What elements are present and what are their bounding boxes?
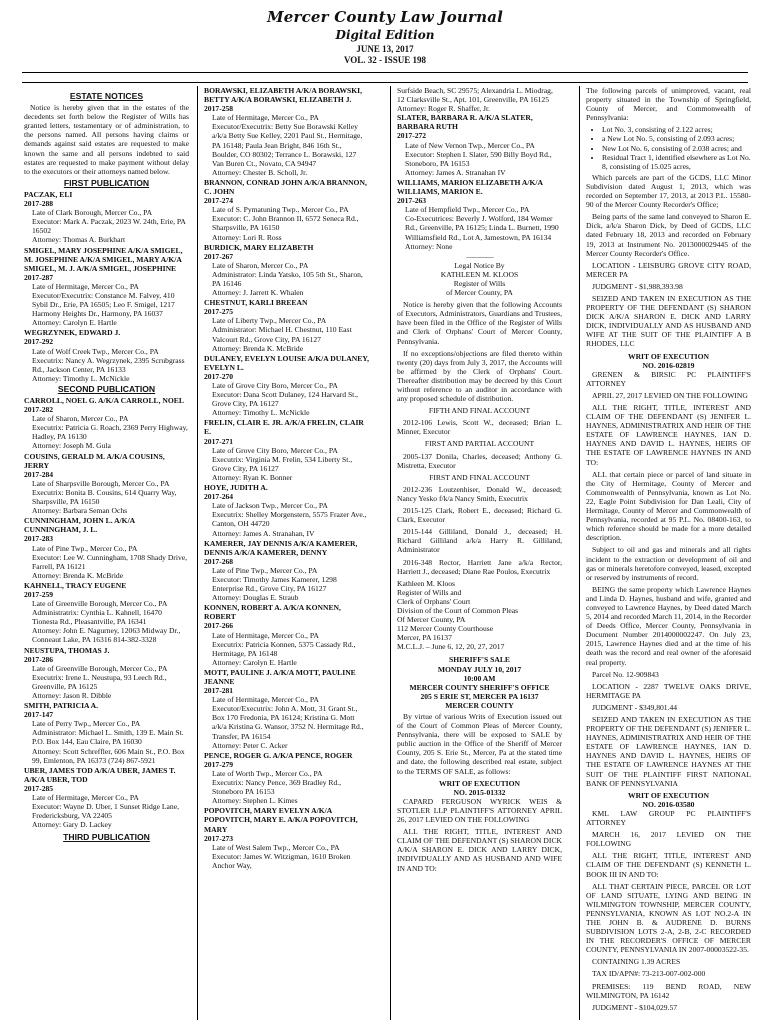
estate-number: 2017-267: [204, 251, 234, 261]
decedent-name: CARROLL, NOEL G. A/K/A CARROLL, NOEL: [24, 396, 184, 405]
decedent-name: CHESTNUT, KARLI BREEAN: [204, 298, 308, 308]
estate-number: 2017-258: [204, 104, 234, 114]
estate-entry: [24, 246, 189, 328]
estate-notices-heading: ESTATE NOTICES: [69, 91, 144, 101]
decedent-name: SLATER, BARBARA R. A/K/A SLATER, BARBARA RUTH: [397, 113, 533, 132]
writ-paragraph: Parcel No. 12-909843: [592, 669, 659, 679]
legal-notice-line: of Mercer County, PA: [446, 288, 513, 298]
writ-paragraph: JUDGMENT - $349,801.44: [592, 702, 678, 712]
writ-paragraph: ALL THE RIGHT, TITLE, INTEREST AND CLAIM OF THE DEFENDANT (S) JENIFER L. HAYNES, ADMINISTRATRIX AND HEIR OF THE ESTATE OF LAWRENCE HAYNES, IAN D. HAYNES AND DAVID L. HAYNES, HEIRS OF THE ESTATE OF LAWRENCE HAYNES IN AND TO:: [586, 403, 751, 467]
estate-detail: Attorney: Douglas E. Straub: [212, 593, 299, 603]
estate-detail: Executrix: Virginia M. Frelin, 534 Liberty St., Grove City, PA 16127: [212, 454, 353, 473]
estate-detail: Executor: Wayne D. Uber, 1 Sunset Ridge Lane, Fredericksburg, VA 22405: [32, 802, 179, 821]
estate-detail: Surfside Beach, SC 29575; Alexandria L. Miodrag, 12 Clarksville St., Apt. 101, Greenville, PA 16125: [397, 86, 553, 105]
column-2: [204, 86, 369, 1022]
estate-entry: [204, 751, 369, 806]
decedent-name: BORAWSKI, ELIZABETH A/K/A BORAWSKI, BETTY A/K/A BORAWSKI, ELIZABETH J.: [204, 86, 363, 105]
estate-detail: Late of Wolf Creek Twp., Mercer Co., PA: [32, 346, 159, 356]
fifth-final-item: 2012-106 Lewis, Scott W., deceased; Brian L. Minner, Executor: [397, 418, 562, 437]
estate-detail: Executor/Executrix: Betty Sue Borawski Kelley a/k/a Betty Sue Kelley, 2201 Paul St., Hermitage, PA 16148; Paula Jean Bright, 846 16th St., Boulder, CO 80302; Terrance L. Borawski, 127 Van Buren Ct., Novato, CA 94947: [212, 122, 363, 168]
estate-detail: Late of Hermitage, Mercer Co., PA: [32, 793, 139, 803]
register-signature: [397, 579, 562, 652]
estate-detail: Late of Sharon, Mercer Co., PA: [32, 414, 129, 424]
estate-detail: Late of West Salem Twp., Mercer Co., PA: [212, 842, 340, 852]
estate-entry: [204, 603, 369, 667]
estate-entry: [24, 646, 189, 701]
estate-number: 2017-292: [24, 337, 54, 347]
estate-detail: Executrix: Bonita B. Cousins, 614 Quarry Way, Sharpsville, PA 16150: [32, 487, 177, 507]
sale-paragraph: SEIZED AND TAKEN IN EXECUTION AS THE PROPERTY OF THE DEFENDANT (S) SHARON DICK A/K/A SHARON E. DICK AND LARRY DICK, INDIVIDUALLY AND AS HUSBAND AND WIFE AT THE SUIT OF THE PLAINTIFF A B RHODES, LLC: [586, 293, 751, 349]
estate-detail: Late of Hermitage, Mercer Co., PA: [212, 113, 319, 123]
journal-title: Mercer County Law Journal: [266, 8, 504, 26]
masthead: [0, 8, 770, 65]
estate-list: [204, 86, 369, 870]
estate-number: 2017-147: [24, 710, 54, 720]
estate-entry: [24, 452, 189, 516]
writ-claim: ALL THE RIGHT, TITLE, INTEREST AND CLAIM OF THE DEFENDANT (S) SHARON DICK A/K/A SHARON E. DICK AND LARRY DICK, INDIVIDUALLY AND AS HUSBAND AND WIFE IN AND TO:: [397, 827, 562, 873]
estate-list: [24, 190, 189, 383]
top-rule: [22, 72, 748, 73]
estate-detail: Late of Jackson Twp., Mercer Co., PA: [212, 501, 328, 511]
sheriff-sale-heading: [397, 655, 562, 710]
signature-line: M.C.L.J. – June 6, 12, 20, 27, 2017: [397, 642, 505, 652]
estate-detail: Late of Pine Twp., Mercer Co., PA: [32, 543, 138, 553]
estate-detail: Attorney: Joseph M. Gula: [32, 441, 111, 451]
estate-number: 2017-282: [24, 405, 54, 415]
estate-detail: Executor/Executrix: Constance M. Falvey, 410 Sybil Dr., Erie, PA 16505; Leo F. Smigel, 1217 Harmony Heights Dr., Harmony, PA 16037: [32, 290, 175, 319]
lot-item: • a New Lot No. 5, consisting of 2.093 acres;: [602, 134, 751, 143]
final-account-item: 2016-348 Rector, Harriett Jane a/k/a Rector, Harriett J., deceased; Diane Rae Poulos, Executrix: [397, 557, 562, 576]
writ-paragraph: KML LAW GROUP PC PLAINTIFF'S ATTORNEY: [586, 808, 751, 828]
estate-detail: Attorney: Lori R. Ross: [212, 232, 282, 242]
sheriff-line: 205 S ERIE ST, MERCER PA 16137: [420, 691, 539, 701]
estate-entry: [204, 539, 369, 603]
estate-entry: [204, 86, 369, 177]
estate-entry: [397, 178, 562, 251]
final-account-list: [397, 485, 562, 576]
writ-heading: [586, 352, 751, 370]
estate-detail: Attorney: James A. Stranahan IV: [405, 167, 506, 177]
parcels-intro: The following parcels of unimproved, vacant, real property situated in the Township of Springfield, County of Mercer, and Commonwealth of Pennsylvania:: [586, 86, 751, 123]
first-publication-heading: FIRST PUBLICATION: [63, 177, 150, 188]
estate-entry: [397, 113, 562, 177]
estate-detail: Administrator: Michael L. Smith, 139 E. Main St. P.O. Box 144, Eau Claire, PA 16030: [32, 728, 184, 747]
decedent-name: MOTT, PAULINE J. A/K/A MOTT, PAULINE JEANNE: [204, 667, 356, 686]
exceptions-notice: If no exceptions/objections are filed thereto within twenty (20) days from July 3, 2017, the Accounts will be affirmed by the Clerk of Orphans' Court. Thereafter distribution may be decreed by this Court without reference to an auditor in accordance with any proposed schedule of distribution.: [397, 348, 562, 404]
writ-paragraph: SEIZED AND TAKEN IN EXECUTION AS THE PROPERTY OF THE DEFENDANT (S) JENIFER L. HAYNES, ADMINISTRATRIX AND HEIR OF THE ESTATE OF LAWRENCE HAYNES, IAN D. HAYNES AND DAVID L. HAYNES, HEIRS OF THE ESTATE OF LAWRENCE HAYNES AT THE SUIT OF THE PLAINTIFF FIRST NATIONAL BANK OF PENNSYLVANIA: [586, 715, 751, 788]
writ-paragraph: APRIL 27, 2017 LEVIED ON THE FOLLOWING: [592, 390, 748, 400]
writ-paragraph: BEING the same property which Lawrence Haynes and Linda D. Haynes, husband and wife, granted and conveyed to Lawrence Haynes, by Deed dated March 5, 2014 and recorded March 11, 2014, in the Recorder of Deeds Office, Mercer County, Pennsylvania in Document Number 2014000002247. On July 23, 2015, Lawrence Haynes died and at the time of his death was the record and real owner of the aforesaid real property.: [586, 584, 751, 667]
estate-detail: Attorney: Ryan K. Bonner: [212, 472, 293, 482]
decedent-name: COUSINS, GERALD M. A/K/A COUSINS, JERRY: [24, 451, 165, 470]
writ-heading: [397, 779, 562, 797]
lot-item: • Lot No. 3, consisting of 2.122 acres;: [602, 125, 751, 134]
estate-number: 2017-274: [204, 196, 234, 206]
estate-detail: Attorney: Timothy L. McNickle: [212, 408, 310, 418]
estate-detail: Attorney: J. Jarrett K. Whalen: [212, 288, 304, 298]
accounts-intro: Notice is hereby given that the following Accounts of Executors, Administrators, Guardians and Trustees, have been filed in the Office of the Register of Wills and Clerk of Orphans' Court of Mercer County, Pennsylvania.: [397, 300, 562, 346]
decedent-name: HOYE, JUDITH A.: [204, 483, 268, 493]
estate-detail: Late of Grove City Boro, Mercer Co., PA: [212, 445, 338, 455]
sale-paragraph: JUDGMENT - $1,988,393.98: [592, 281, 683, 291]
first-partial-item: 2005-137 Donila, Charles, deceased; Anthony G. Mistretta, Executor: [397, 451, 562, 470]
estate-number: 2017-288: [24, 199, 54, 209]
issue-date: JUNE 13, 2017: [356, 44, 414, 54]
estate-entry: [24, 396, 189, 451]
fifth-final-heading: FIFTH AND FINAL ACCOUNT: [428, 406, 531, 416]
estate-detail: Administratrix: Cynthia L. Kahnell, 16470 Tionesta Rd., Pleasantville, PA 16341: [32, 608, 162, 627]
estate-detail: Attorney: John E. Nagurney, 12063 Midway Dr., Conneaut Lake, PA 16316 814-382-3328: [32, 626, 181, 645]
lot-item: • New Lot No. 6, consisting of 2.038 acres; and: [602, 144, 751, 153]
sale-paragraphs: [586, 173, 751, 349]
estate-detail: Executrix: Patricia G. Roach, 2369 Perry Highway, Hadley, PA 16130: [32, 423, 188, 442]
continued-entry: [397, 86, 562, 113]
estate-detail: Executrix: Nancy A. Wegrzynek, 2395 Scrubgrass Rd., Jackson Center, PA 16133: [32, 355, 185, 374]
estate-detail: Late of New Vernon Twp., Mercer Co., PA: [405, 140, 535, 150]
estate-detail: Attorney: Roger R. Shaffer, Jr.: [397, 104, 490, 114]
sheriff-line: 10:00 AM: [463, 673, 496, 683]
estate-number: 2017-268: [204, 556, 234, 566]
decedent-name: FRELIN, CLAIR E. JR. A/K/A FRELIN, CLAIR E.: [204, 418, 364, 437]
estate-number: 2017-281: [204, 686, 234, 696]
estate-number: 2017-266: [204, 621, 234, 631]
separator: ————: [466, 251, 493, 261]
estate-detail: Attorney: Barbara Seman Ochs: [32, 506, 128, 516]
first-final-heading: FIRST AND FINAL ACCOUNT: [429, 472, 530, 482]
writ-paragraph: CONTAINING 1.39 ACRES: [592, 957, 681, 967]
sheriff-line: MERCER COUNTY: [445, 700, 514, 710]
estate-entry: [204, 668, 369, 750]
legal-notice-line: Register of Wills: [453, 278, 506, 288]
estate-number: 2017-279: [204, 759, 234, 769]
final-account-item: 2015-144 Gilliland, Donald J., deceased; H. Richard Gilliland a/k/a Harry R. Gilliland, Administrator: [397, 527, 562, 555]
estate-entry: [204, 418, 369, 482]
third-publication-heading: THIRD PUBLICATION: [63, 832, 150, 843]
final-account-item: 2012-236 Loutzenhiser, Donald W., deceased; Nancy Yesko f/k/a Nancy Smith, Executrix: [397, 484, 562, 503]
writ-line: WRIT OF EXECUTION: [627, 351, 709, 361]
first-partial-heading: FIRST AND PARTIAL ACCOUNT: [424, 439, 535, 449]
column-divider: [579, 86, 580, 1020]
volume-issue: VOL. 32 - ISSUE 198: [343, 55, 427, 65]
decedent-name: BURDICK, MARY ELIZABETH: [204, 242, 314, 252]
writ-paragraph: Subject to oil and gas and minerals and all rights incident to the extraction or development of oil and gas or minerals heretofore conveyed, leased, excepted or reserved by instruments of record.: [586, 545, 751, 582]
estate-number: 2017-275: [204, 307, 234, 317]
decedent-name: KAMERER, JAY DENNIS A/K/A KAMERER, DENNIS A/K/A KAMERER, DENNY: [204, 538, 358, 557]
estate-entry: [204, 806, 369, 870]
column-3: [397, 86, 562, 1022]
decedent-name: WILLIAMS, MARION ELIZABETH A/K/A WILLIAMS, MARION E.: [397, 177, 543, 197]
estate-detail: Executor: James W. Witzigman, 1610 Broken Anchor Way,: [212, 851, 351, 870]
second-publication-heading: SECOND PUBLICATION: [57, 383, 156, 394]
estate-detail: Executrix: Shelley Morgenstern, 5575 Frazer Ave., Canton, OH 44720: [212, 510, 367, 529]
estate-list: [397, 113, 562, 250]
estate-detail: Attorney: Chester B. Scholl, Jr.: [212, 167, 308, 177]
estate-detail: Executor/Executrix: John A. Mott, 31 Grant St., Box 170 Fredonia, PA 16124; Kristina G. Mott a/k/a Kristina G. Wansor, 3752 N. Hermitage Rd., Transfer, PA 16154: [212, 704, 364, 741]
writ-line: NO. 2015-01332: [453, 787, 506, 797]
writ-paragraph: PREMISES: 119 BEND ROAD, NEW WILMINGTON, PA 16142: [586, 981, 751, 1000]
estate-detail: Executrix: Irene L. Neustupa, 93 Leech Rd., Greenville, PA 16125: [32, 672, 167, 691]
estate-number: 2017-286: [24, 654, 54, 664]
decedent-name: UBER, JAMES TOD A/K/A UBER, JAMES T. A/K/A UBER, TOD: [24, 765, 176, 784]
signature-line: Register of Wills and: [397, 587, 462, 597]
estate-detail: Attorney: Scott Schreffler, 606 Main St., P.O. Box 99, Emlenton, PA 16373 (724) 867-5921: [32, 746, 185, 765]
sheriff-line: SHERIFF'S SALE: [449, 655, 510, 665]
writ-line: WRIT OF EXECUTION: [438, 778, 520, 788]
estate-detail: Attorney: Brenda K. McBride: [32, 570, 124, 580]
estate-detail: Late of Hempfield Twp., Mercer Co., PA: [405, 205, 530, 215]
lots-list: [596, 125, 751, 170]
estate-detail: Late of Worth Twp., Mercer Co., PA: [212, 768, 323, 778]
estate-detail: Executrix: Patricia Konnen, 5375 Cassady Rd., Hermitage, PA 16148: [212, 639, 356, 658]
sheriff-line: MONDAY JULY 10, 2017: [437, 664, 522, 674]
estate-detail: Attorney: Carolyn E. Hartle: [212, 657, 297, 667]
decedent-name: WEGRZYNEK, EDWARD J.: [24, 328, 121, 338]
estate-detail: Attorney: Thomas A. Burkhart: [32, 235, 126, 245]
estate-number: 2017-283: [24, 534, 54, 544]
estate-entry: [204, 483, 369, 538]
decedent-name: CUNNINGHAM, JOHN L. A/K/A CUNNINGHAM, J. L.: [24, 516, 135, 535]
estate-detail: Late of Hermitage, Mercer Co., PA: [32, 281, 139, 291]
estate-detail: Late of Pine Twp., Mercer Co., PA: [212, 565, 318, 575]
writ-paragraph: MARCH 16, 2017 LEVIED ON THE FOLLOWING: [586, 830, 751, 849]
legal-notice-line: KATHLEEN M. KLOOS: [440, 269, 519, 279]
writ-paragraphs: [586, 809, 751, 1012]
decedent-name: DULANEY, EVELYN LOUISE A/K/A DULANEY, EVELYN L.: [204, 353, 369, 372]
signature-line: Clerk of Orphans' Court: [397, 596, 471, 606]
signature-line: Kathleen M. Kloos: [397, 578, 455, 588]
estate-detail: Executrix: Nancy Pence, 369 Bradley Rd., Stoneboro PA 16153: [212, 778, 342, 797]
estate-detail: Late of Liberty Twp., Mercer Co., PA: [212, 316, 327, 326]
estate-detail: Late of Hermitage, Mercer Co., PA: [212, 695, 319, 705]
writ-paragraph: JUDGMENT - $104,029.57: [592, 1002, 678, 1012]
decedent-name: PENCE, ROGER G. A/K/A PENCE, ROGER: [204, 750, 353, 760]
estate-detail: Executor: C. John Brannon II, 6572 Seneca Rd., Sharpsville, PA 16150: [212, 214, 359, 233]
decedent-name: SMIGEL, MARY JOSEPHINE A/K/A SMIGEL, M. JOSEPHINE A/K/A SMIGEL, MARY A/K/A SMIGEL, M. J. A/K/A SMIGEL, JOSEPHINE: [24, 245, 183, 273]
estate-detail: Attorney: Stephen L. Kimes: [212, 796, 298, 806]
column-divider: [390, 86, 391, 1020]
estate-detail: Attorney: Timothy L. McNickle: [32, 373, 130, 383]
estate-detail: Late of Hermitage, Mercer Co., PA: [212, 630, 319, 640]
writ-heading: [586, 791, 751, 809]
writ-line: NO. 2016-03580: [642, 799, 695, 809]
sale-paragraph: Which parcels are part of the GCDS, LLC Minor Subdivision dated August 1, 2013, which was recorded on September 17, 2013, at 2013 P.L. 15580-90 of the Mercer County Recorder's Office;: [586, 172, 751, 210]
legal-notice-block: [397, 261, 562, 297]
decedent-name: BRANNON, CONRAD JOHN A/K/A BRANNON, C. JOHN: [204, 177, 367, 197]
estate-detail: Attorney: Brenda K. McBride: [212, 343, 304, 353]
estate-detail: Late of Greenville Borough, Mercer Co., PA: [32, 599, 168, 609]
writ-paragraph: ALL that certain piece or parcel of land situate in the City of Hermitage, County of Mercer and Commonwealth of Pennsylvania, known as Lot No. 22, Eagle Point Subdivision for Dan Leali, City of Hermitage, County of Mercer and Commonwealth of Pennsylvania, recorded at 95 P.L. No. 08400-163, to which reference should be made for a more detailed description.: [586, 469, 751, 543]
estate-detail: Late of Sharon, Mercer Co., PA: [212, 260, 309, 270]
estate-detail: Executor: Dana Scott Dulaney, 124 Harvard St., Grove City, PA 16127: [212, 390, 359, 409]
writ-attorney: CAPARD FERGUSON WYRICK WEIS & STOTLER LLP PLAINTIFF'S ATTORNEY APRIL 26, 2017 LEVIED ON THE FOLLOWING: [397, 796, 562, 825]
estate-detail: Attorney: Jason R. Dibble: [32, 691, 112, 700]
signature-line: 112 Mercer County Courthouse: [397, 624, 494, 634]
estate-detail: Late of Perry Twp., Mercer Co., PA: [32, 719, 141, 729]
estate-number: 2017-270: [204, 371, 234, 381]
estate-number: 2017-259: [24, 589, 54, 599]
decedent-name: KONNEN, ROBERT A. A/K/A KONNEN, ROBERT: [204, 603, 341, 622]
decedent-name: NEUSTUPA, THOMAS J.: [24, 645, 110, 655]
estate-detail: Executor: Mark A. Paczak, 2023 W. 24th, Erie, PA 16502: [32, 217, 186, 236]
estate-detail: Attorney: James A. Stranahan, IV: [212, 528, 315, 538]
estate-detail: Executor: Stephen I. Slater, 590 Billy Boyd Rd., Stoneboro, PA 16153: [405, 149, 552, 168]
estate-entry: [204, 298, 369, 353]
final-account-item: 2015-125 Clark, Robert E., deceased; Richard G. Clark, Executor: [397, 506, 562, 525]
signature-line: Mercer, PA 16137: [397, 633, 452, 643]
column-divider: [197, 86, 198, 1020]
estate-entry: [24, 701, 189, 765]
column-1: [24, 86, 189, 1022]
estate-detail: Late of S. Pymatuning Twp., Mercer Co., PA: [212, 205, 349, 215]
writ-paragraphs: [586, 370, 751, 788]
estate-number: 2017-271: [204, 436, 234, 446]
writ-line: WRIT OF EXECUTION: [627, 790, 709, 800]
estate-detail: Late of Clark Borough, Mercer Co., PA: [32, 208, 153, 218]
estate-detail: Co-Executrices: Beverly J. Wolford, 184 Werner Rd., Greenville, PA 16125; Linda L. Burnett, 1990 Williamsfield Rd., Lot A, Jamestown, PA 16134: [405, 214, 559, 242]
decedent-name: SMITH, PATRICIA A.: [24, 701, 98, 711]
column-4: [586, 86, 751, 1022]
estate-detail: Attorney: Carolyn E. Hartle: [32, 318, 117, 328]
writ-paragraph: LOCATION - 2287 TWELVE OAKS DRIVE, HERMITAGE PA: [586, 681, 751, 700]
writ-paragraph: ALL THE RIGHT, TITLE, INTEREST AND CLAIM OF THE DEFENDANT (S) KENNETH L. BOOK III IN AND TO:: [586, 851, 751, 879]
sale-paragraph: LOCATION - LEISBURG GROVE CITY ROAD, MERCER PA: [586, 260, 751, 279]
writ-paragraph: TAX ID/APN#: 73-213-007-002-000: [592, 969, 706, 979]
signature-line: Division of the Court of Common Pleas: [397, 605, 519, 615]
sheriff-line: MERCER COUNTY SHERIFF'S OFFICE: [409, 682, 550, 692]
writ-line: NO. 2016-02819: [642, 360, 695, 370]
estate-number: 2017-272: [397, 131, 427, 141]
estate-entry: [24, 190, 189, 245]
estate-entry: [24, 516, 189, 580]
estate-detail: Late of Sharpsville Borough, Mercer Co., PA: [32, 478, 170, 488]
lot-item: • Residual Tract 1, identified elsewhere as Lot No. 8, consisting of 15.025 acres,: [602, 153, 751, 171]
estate-entry: [24, 581, 189, 645]
decedent-name: POPOVITCH, MARY EVELYN A/K/A POPOVITCH, MARY E. A/K/A POPOVITCH, MARY: [204, 806, 358, 834]
estate-list: [24, 396, 189, 829]
decedent-name: KAHNELL, TRACY EUGENE: [24, 580, 127, 590]
volume-rule: [22, 82, 748, 83]
sale-paragraph: Being parts of the same land conveyed to Sharon E. Dick, a/k/a Sharon Dick, by Deed of GCDS, LLC dated February 18, 2013 and recorded on February 19, 2013 at Instrument No. 2013000029445 of the Mercer County Recorder's Office.: [586, 212, 751, 258]
estate-number: 2017-273: [204, 833, 234, 843]
estate-detail: Attorney: Peter C. Acker: [212, 740, 288, 750]
estate-entry: [204, 178, 369, 242]
estate-detail: Attorney: None: [405, 241, 453, 251]
estate-entry: [204, 354, 369, 418]
edition-subtitle: Digital Edition: [335, 28, 435, 42]
estate-detail: Late of Grove City Boro, Mercer Co., PA: [212, 381, 338, 390]
estate-number: 2017-263: [397, 196, 427, 206]
estate-detail: Executor: Lee W. Cunningham, 1708 Shady Drive, Farrell, PA 16121: [32, 552, 188, 571]
estate-entry: [24, 766, 189, 830]
estate-number: 2017-264: [204, 492, 234, 502]
estate-notices-intro: Notice is hereby given that in the estates of the decedents set forth below the Register of Wills has granted letters, testamentary or of administration, to the persons named. All persons having claims or demands against said estates are requested to make known the same and all persons indebted to said estates are requested to make payment without delay to the executors or their attorneys named below.: [24, 103, 189, 176]
writs-intro: By virtue of various Writs of Execution issued out of the Court of Common Pleas of Mercer County, Pennsylvania, there will be exposed to SALE by public auction in the Office of the Sheriff of Mercer County, 205 S. Erie St., Mercer, Pa at the stated time and date, the following described real estate, subject to the TERMS OF SALE, as follows:: [397, 712, 562, 776]
estate-detail: Attorney: Gary D. Lackey: [32, 820, 112, 830]
estate-detail: Administrator: Linda Yatsko, 105 5th St., Sharon, PA 16146: [212, 269, 363, 288]
estate-number: 2017-287: [24, 272, 54, 282]
signature-line: Of Mercer County, PA: [397, 615, 466, 625]
decedent-name: PACZAK, ELI: [24, 189, 73, 199]
writ-paragraph: ALL THAT CERTAIN PIECE, PARCEL OR LOT OF LAND SITUATE, LYING AND BEING IN WILMINGTON TOWNSHIP, MERCER COUNTY, PENNSYLVANIA, KNOWN AS LOT NO.2-A IN THE JOHN B. & AUDRENE D. BURNS SUBDIVISION LOTS 2-A, 2-B, 2-C RECORDED IN THE RECORDER'S OFFICE OF MERCER COUNTY, PENNSYLVANIA IN 2007-00003522-35.: [586, 881, 751, 955]
estate-detail: Administrator: Michael H. Chestnut, 110 East Valcourt Rd., Grove City, PA 16127: [212, 325, 352, 344]
estate-number: 2017-285: [24, 783, 54, 793]
legal-notice-line: Legal Notice By: [454, 260, 505, 270]
estate-number: 2017-284: [24, 469, 54, 479]
estate-entry: [204, 243, 369, 298]
writ-paragraph: GRENEN & BIRSIC PC PLAINTIFF'S ATTORNEY: [586, 369, 751, 388]
estate-detail: Executor: Timothy James Kamerer, 1298 Enterprise Rd., Grove City, PA 16127: [212, 574, 337, 594]
estate-detail: Late of Greenville Borough, Mercer Co., PA: [32, 663, 168, 673]
estate-entry: [24, 328, 189, 383]
